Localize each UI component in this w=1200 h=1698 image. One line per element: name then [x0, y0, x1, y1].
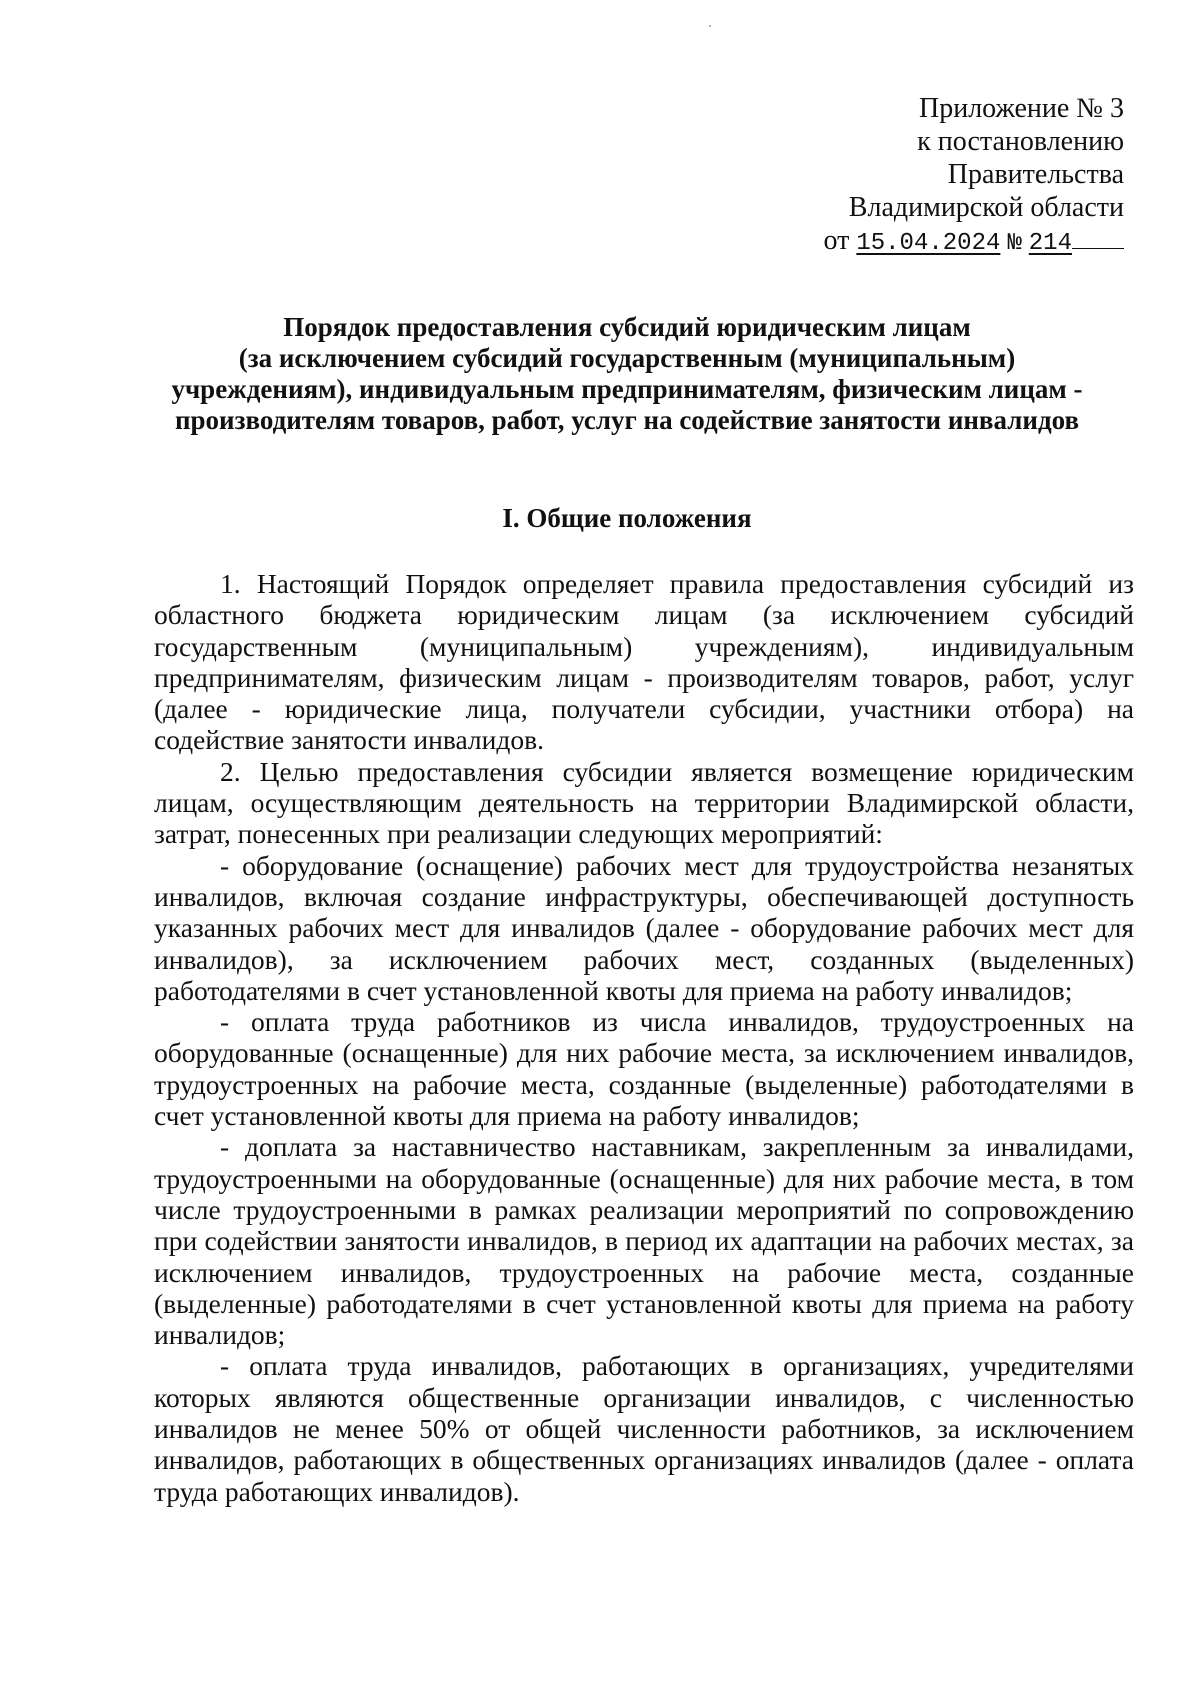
title-line: (за исключением субсидий государственным (муниципальным) — [238, 343, 1016, 373]
title-line: учреждениям), индивидуальным предпринимателям, физическим лицам - — [171, 374, 1083, 404]
paragraph-2: 2. Целью предоставления субсидии является возмещение юридическим лицам, осуществляющим деятельность на территории Владимирской области, затрат, понесенных при реализации следующих мероприятий: — [154, 755, 1134, 850]
paragraph-1: 1. Настоящий Порядок определяет правила предоставления субсидий из областного бюджета юридическим лицам (за исключением субсидий государственным (муниципальным) учреждениям), индивидуальным предпринимателям, физическим лицам - производителям товаров, работ, услуг (далее - юридические лица, получатели субсидии, участники отбора) на содействие занятости инвалидов. — [154, 568, 1134, 756]
list-item: - оборудование (оснащение) рабочих мест для трудоустройства незанятых инвалидов, включая создание инфраструктуры, обеспечивающей доступность указанных рабочих мест для инвалидов (далее - оборудование рабочих мест для инвалидов), за исключением рабочих мест, созданных (выделенных) работодателями в счет установленной квоты для приема на работу инвалидов; — [154, 849, 1134, 1006]
section-heading: I. Общие положения — [502, 503, 752, 533]
document-title — [120, 312, 1134, 436]
scan-speck — [709, 25, 711, 27]
list-item: - доплата за наставничество наставникам, закрепленным за инвалидами, трудоустроенными на оборудованные (оснащенные) для них рабочие места, в том числе трудоустроенными в рамках реализации мероприятий по сопровождению при содействии занятости инвалидов, в период их адаптации на рабочих местах, за исключением инвалидов, трудоустроенных на рабочие места, созданные (выделенные) работодателями в счет установленной квоты для приема на работу инвалидов; — [154, 1131, 1134, 1351]
appendix-line: Приложение № 3 — [919, 93, 1124, 124]
title-line: Порядок предоставления субсидий юридическим лицам — [283, 312, 971, 342]
list-item: - оплата труда работников из числа инвалидов, трудоустроенных на оборудованные (оснащенные) для них рабочие места, за исключением инвалидов, трудоустроенных на рабочие места, созданные (выделенные) работодателями в счет установленной квоты для приема на работу инвалидов; — [154, 1006, 1134, 1132]
number-value: 214 — [1028, 230, 1072, 257]
appendix-block — [704, 92, 1124, 260]
number-label: № — [1007, 230, 1022, 257]
appendix-line: Правительства — [947, 159, 1124, 190]
date-value: 15.04.2024 — [856, 230, 1001, 257]
date-prefix: от — [823, 225, 850, 256]
body-text — [154, 568, 1134, 1507]
list-item: - оплата труда инвалидов, работающих в организациях, учредителями которых являются общественные организации инвалидов, с численностью инвалидов не менее 50% от общей численности работников, за исключением инвалидов, работающих в общественных организациях инвалидов (далее - оплата труда работающих инвалидов). — [154, 1350, 1134, 1507]
appendix-line: к постановлению — [917, 126, 1124, 157]
appendix-line: Владимирской области — [848, 192, 1124, 223]
number-blank-underline — [1072, 247, 1124, 249]
appendix-date-line — [704, 224, 1124, 260]
title-line: производителям товаров, работ, услуг на содействие занятости инвалидов — [174, 405, 1080, 435]
